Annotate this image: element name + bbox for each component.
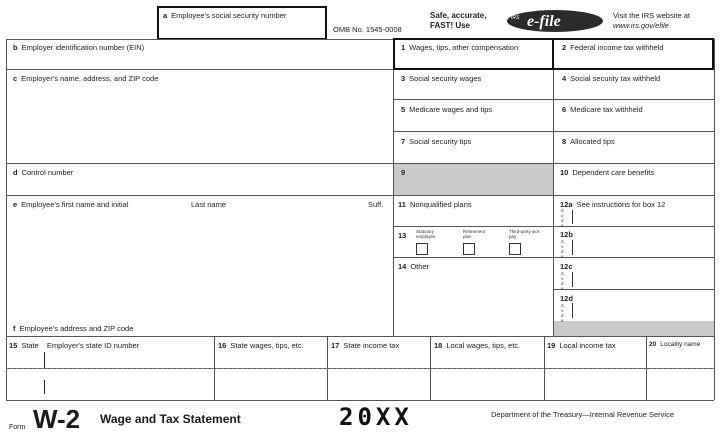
form-word: Form	[9, 424, 26, 431]
box-9-label: 9	[401, 168, 406, 177]
box-15-label: 15 State Employer's state ID number	[9, 341, 140, 350]
third-party-sick-pay-label: Third-party sick pay	[509, 229, 540, 239]
form-name: W-2	[33, 404, 81, 434]
box-4-label: 4 Social security tax withheld	[562, 74, 661, 83]
box-12c-code-label: C o d e	[561, 271, 565, 291]
box-12a-label: 12a See instructions for box 12	[560, 200, 666, 209]
irs-efile-logo	[505, 8, 605, 34]
box-12b-label: 12b	[560, 230, 573, 239]
box-12b-code-divider	[572, 240, 573, 255]
box-5-label: 5 Medicare wages and tips	[401, 105, 493, 114]
box-12d-code-divider	[572, 303, 573, 318]
box-12b-code-label: C o d e	[561, 239, 565, 259]
box-18-label: 18 Local wages, tips, etc.	[434, 341, 521, 350]
statutory-employee-label: Statutory employee	[416, 229, 436, 239]
box-c-label: c Employer's name, address, and ZIP code	[13, 74, 159, 83]
box-b-label: b Employer identification number (EIN)	[13, 43, 145, 52]
box-e-label: e Employee's first name and initial	[13, 200, 129, 209]
state-row-separator	[6, 368, 714, 369]
box-1-label: 1 Wages, tips, other compensation	[401, 43, 519, 52]
box-17-label: 17 State income tax	[331, 341, 400, 350]
tax-year: 20XX	[339, 403, 413, 431]
box-8-label: 8 Allocated tips	[562, 137, 615, 146]
box-16-label: 16 State wages, tips, etc.	[218, 341, 304, 350]
svg-text:IRS: IRS	[511, 15, 520, 21]
irs-website-text: Visit the IRS website at www.irs.gov/efile	[613, 11, 690, 30]
box-12d-shade	[554, 321, 714, 336]
box-e-last-name-label: Last name	[191, 200, 227, 209]
box-d-label: d Control number	[13, 168, 74, 177]
box-19-label: 19 Local income tax	[547, 341, 616, 350]
retirement-plan-checkbox[interactable]	[463, 243, 475, 255]
box-10-label: 10 Dependent care benefits	[560, 168, 655, 177]
box-9-shade	[394, 164, 553, 195]
box-12c-label: 12c	[560, 262, 573, 271]
third-party-sick-pay-checkbox[interactable]	[509, 243, 521, 255]
box-12c-code-divider	[572, 272, 573, 287]
box-6-label: 6 Medicare tax withheld	[562, 105, 643, 114]
box-12d-code-label: C o d e	[561, 303, 565, 323]
box-12d-label: 12d	[560, 294, 573, 303]
box-13-label: 13	[398, 231, 407, 240]
box-12a-code-label: C o d e	[561, 208, 565, 228]
retirement-plan-label: Retirement plan	[463, 229, 486, 239]
box-11-label: 11 Nonqualified plans	[398, 200, 472, 209]
omb-number: OMB No. 1545-0008	[333, 25, 402, 34]
box-20-label: 20 Locality name	[649, 341, 701, 348]
box-a-label: a Employee's social security number	[163, 11, 287, 20]
box-3-label: 3 Social security wages	[401, 74, 482, 83]
box-14-label: 14 Other	[398, 262, 430, 271]
form-title: Wage and Tax Statement	[100, 412, 241, 426]
box-e-suffix-label: Suff.	[368, 200, 384, 209]
statutory-employee-checkbox[interactable]	[416, 243, 428, 255]
efile-logo-text: e-file	[527, 13, 561, 30]
box-7-label: 7 Social security tips	[401, 137, 472, 146]
box-2-label: 2 Federal income tax withheld	[562, 43, 664, 52]
department-text: Department of the Treasury—Internal Revenue Service	[491, 410, 675, 419]
safe-accurate-text: Safe, accurate, FAST! Use	[430, 11, 487, 30]
box-12a-code-divider	[572, 210, 573, 224]
box-f-label: f Employee's address and ZIP code	[13, 324, 134, 333]
